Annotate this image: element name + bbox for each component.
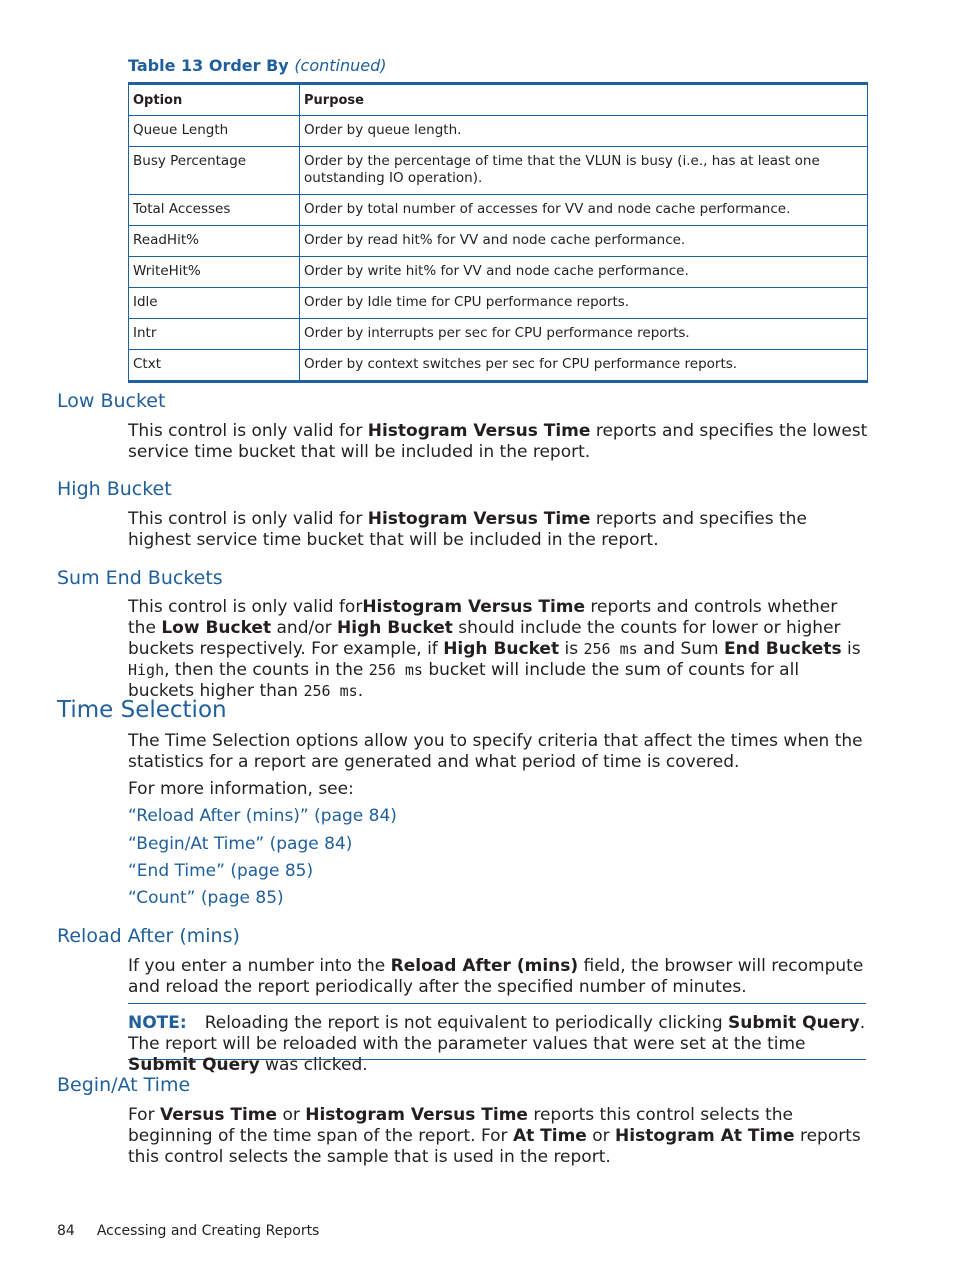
option-cell: WriteHit% <box>129 257 300 288</box>
bold-term: Versus Time <box>159 1105 278 1125</box>
order-by-table <box>128 82 868 383</box>
option-cell: Ctxt <box>129 350 300 382</box>
bold-term: At Time <box>512 1126 587 1146</box>
text: or <box>586 1126 616 1146</box>
text: reports this control selects the sample that is used in the report. <box>128 1126 861 1167</box>
code-value: 256 ms <box>368 661 423 679</box>
note-label: NOTE: <box>128 1013 187 1033</box>
purpose-cell: Order by the percentage of time that the VLUN is busy (i.e., has at least one outstanding IO operation). <box>300 147 868 195</box>
option-cell: Intr <box>129 319 300 350</box>
purpose-cell: Order by context switches per sec for CPU performance reports. <box>300 350 868 382</box>
paragraph-low-bucket <box>128 421 868 463</box>
heading-begin-at-time: Begin/At Time <box>57 1074 191 1096</box>
bold-term: Histogram Versus Time <box>362 597 586 617</box>
bold-term: Histogram Versus Time <box>305 1105 528 1125</box>
bold-term: Submit Query <box>128 1055 260 1075</box>
text: . The report will be reloaded with the parameter values that were set at the time <box>128 1013 866 1054</box>
text: reports and specifies the highest service time bucket that will be included in the report. <box>128 509 807 550</box>
option-cell: Queue Length <box>129 116 300 147</box>
purpose-cell: Order by read hit% for VV and node cache performance. <box>300 226 868 257</box>
option-cell: Busy Percentage <box>129 147 300 195</box>
heading-sum-end-buckets: Sum End Buckets <box>57 567 223 589</box>
heading-low-bucket: Low Bucket <box>57 390 166 412</box>
purpose-cell: Order by Idle time for CPU performance reports. <box>300 288 868 319</box>
page-number: 84 <box>57 1223 75 1239</box>
bold-term: Histogram At Time <box>615 1126 795 1146</box>
text: This control is only valid for <box>128 421 368 441</box>
text: and Sum <box>637 639 724 659</box>
text: , then the counts in the <box>164 660 369 680</box>
option-cell: ReadHit% <box>129 226 300 257</box>
code-value: 256 ms <box>583 640 638 658</box>
text: should include the counts for lower or higher buckets respectively. For example, if <box>128 618 841 659</box>
link-reload-after[interactable]: “Reload After (mins)” (page 84) <box>128 806 397 826</box>
paragraph-reload-after <box>128 956 868 998</box>
heading-high-bucket: High Bucket <box>57 478 172 500</box>
text: Reloading the report is not equivalent to periodically clicking <box>204 1013 729 1033</box>
table-row <box>129 319 868 350</box>
table-row <box>129 226 868 257</box>
table-caption-title: Table 13 Order By <box>128 56 289 75</box>
bold-term: Histogram Versus Time <box>367 421 591 441</box>
table-header-row <box>129 84 868 116</box>
purpose-cell: Order by write hit% for VV and node cache performance. <box>300 257 868 288</box>
paragraph-begin-at-time <box>128 1105 868 1168</box>
text: This control is only valid for <box>128 509 368 529</box>
bold-term: Reload After (mins) <box>390 956 579 976</box>
bold-term: High Bucket <box>337 618 453 638</box>
page-footer <box>57 1223 319 1239</box>
text: and/or <box>271 618 338 638</box>
heading-time-selection: Time Selection <box>57 697 227 723</box>
link-count[interactable]: “Count” (page 85) <box>128 888 284 908</box>
table-caption <box>128 56 387 75</box>
paragraph-time-selection: The Time Selection options allow you to specify criteria that affect the times when the statistics for a report are generated and what period of time is covered. <box>128 731 863 772</box>
table-caption-continued: (continued) <box>294 56 387 75</box>
text: If you enter a number into the <box>128 956 391 976</box>
bold-term: Low Bucket <box>161 618 272 638</box>
text: . <box>357 681 364 701</box>
text: This control is only valid for <box>128 597 363 617</box>
paragraph-sum-end-buckets <box>128 597 868 702</box>
link-end-time[interactable]: “End Time” (page 85) <box>128 861 314 881</box>
purpose-cell: Order by total number of accesses for VV and node cache performance. <box>300 195 868 226</box>
bold-term: Histogram Versus Time <box>367 509 591 529</box>
option-cell: Total Accesses <box>129 195 300 226</box>
text: is <box>841 639 861 659</box>
footer-section-title: Accessing and Creating Reports <box>96 1223 320 1239</box>
purpose-cell: Order by queue length. <box>300 116 868 147</box>
note-box <box>128 1003 866 1075</box>
option-cell: Idle <box>129 288 300 319</box>
table-row <box>129 350 868 382</box>
table-row <box>129 195 868 226</box>
paragraph-high-bucket <box>128 509 868 551</box>
text: reports and specifies the lowest service time bucket that will be included in the report. <box>128 421 868 462</box>
code-value: 256 ms <box>303 682 358 700</box>
column-header-option: Option <box>129 84 300 116</box>
heading-reload-after: Reload After (mins) <box>57 925 240 947</box>
table-row <box>129 288 868 319</box>
bold-term: End Buckets <box>724 639 842 659</box>
text: or <box>277 1105 306 1125</box>
text: bucket will include the sum of counts for all buckets higher than <box>128 660 800 701</box>
text: is <box>559 639 584 659</box>
column-header-purpose: Purpose <box>300 84 868 116</box>
note-text <box>128 1013 866 1076</box>
text: reports and controls whether the <box>128 597 838 638</box>
text: reports this control selects the beginning of the time span of the report. For <box>128 1105 793 1146</box>
table-row <box>129 257 868 288</box>
bold-term: High Bucket <box>443 639 560 659</box>
link-begin-at-time[interactable]: “Begin/At Time” (page 84) <box>128 834 353 854</box>
text: was clicked. <box>259 1055 368 1075</box>
text: For <box>128 1105 160 1125</box>
code-value: High <box>128 661 165 679</box>
table-row <box>129 147 868 195</box>
paragraph-more-info: For more information, see: <box>128 779 354 799</box>
bold-term: Submit Query <box>728 1013 860 1033</box>
table-row <box>129 116 868 147</box>
text: field, the browser will recompute and reload the report periodically after the specified number of minutes. <box>128 956 864 997</box>
purpose-cell: Order by interrupts per sec for CPU performance reports. <box>300 319 868 350</box>
